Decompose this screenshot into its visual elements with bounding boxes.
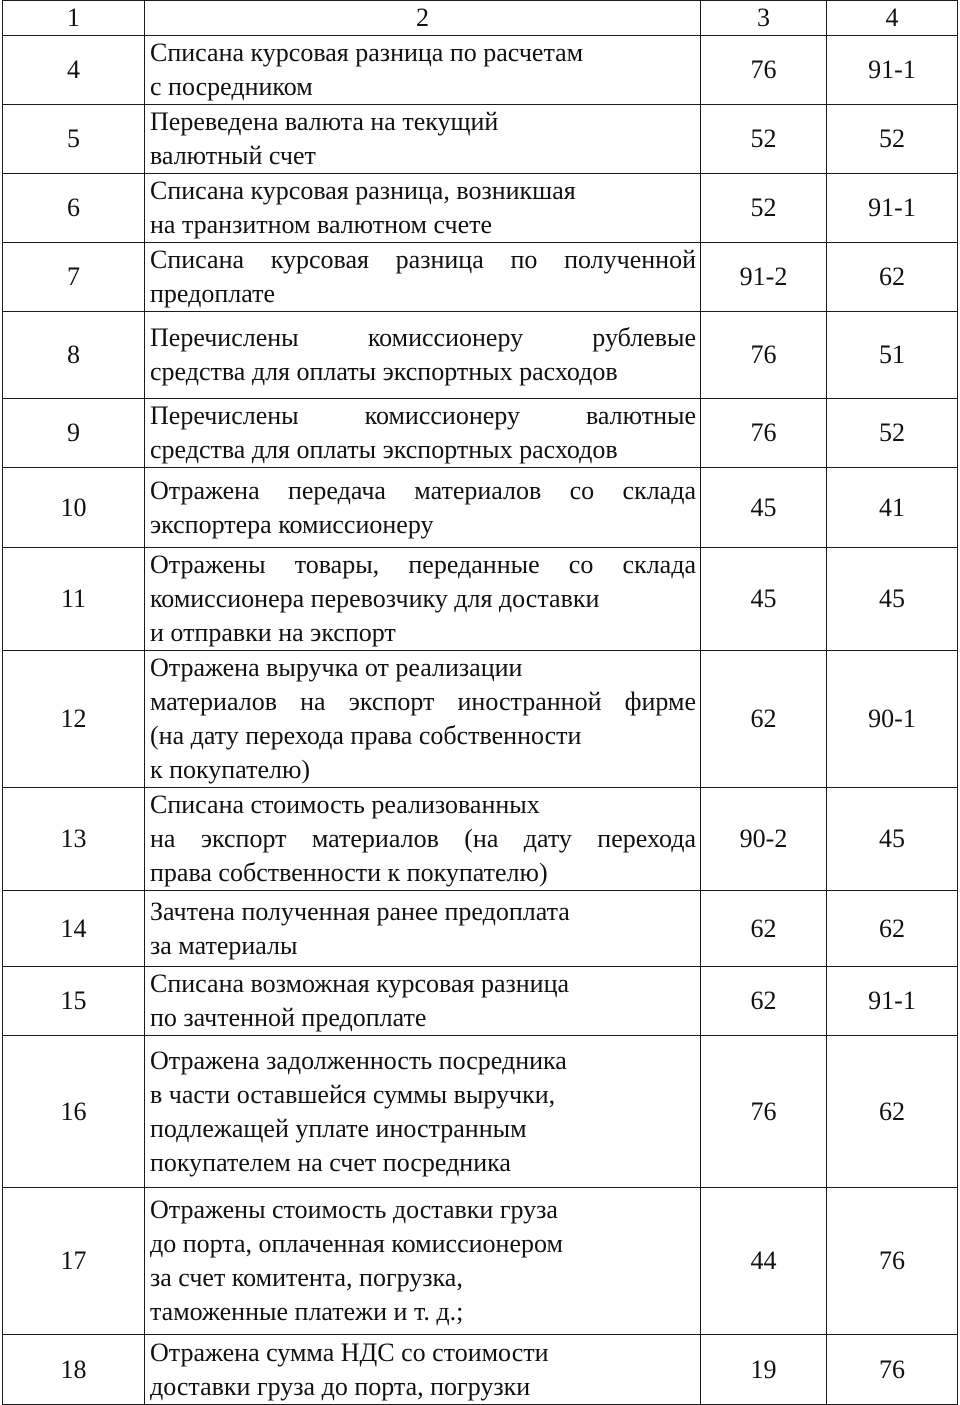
row-number: 12 [3,651,145,788]
debit-account: 76 [701,1036,827,1188]
row-number: 16 [3,1036,145,1188]
row-number: 10 [3,468,145,548]
debit-account: 44 [701,1188,827,1335]
description-line: до порта, оплаченная комиссионером [150,1229,563,1258]
credit-account: 76 [827,1335,958,1405]
table-row [3,36,958,105]
debit-account: 76 [701,399,827,468]
credit-account: 41 [827,468,958,548]
debit-account: 62 [701,891,827,967]
credit-account: 91-1 [827,967,958,1036]
table-row [3,1335,958,1405]
description-line: Отражена сумма НДС со стоимости [150,1337,549,1367]
description-line: по зачтенной предоплате [150,1003,427,1032]
header-col-2: 2 [145,1,701,36]
row-number: 17 [3,1188,145,1335]
credit-account: 62 [827,243,958,312]
table-row [3,651,958,788]
credit-account: 62 [827,1036,958,1188]
description-line: за материалы [150,930,298,960]
description-line: Зачтена полученная ранее предоплата [150,896,570,926]
debit-account: 45 [701,548,827,651]
debit-account: 76 [701,312,827,399]
accounting-entries-table [2,0,958,1405]
description-line: Списана курсовая разница по расчетам [150,38,584,67]
table-row [3,1036,958,1188]
table-row [3,468,958,548]
debit-account: 62 [701,967,827,1036]
table-row [3,891,958,967]
row-number: 6 [3,174,145,243]
description-line: Переведена валюта на текущий [150,107,499,136]
debit-account: 45 [701,468,827,548]
debit-account: 52 [701,105,827,174]
credit-account: 76 [827,1188,958,1335]
debit-account: 52 [701,174,827,243]
operation-description [145,399,701,468]
table-row [3,105,958,174]
description-line: средства для оплаты экспортных расходов [150,435,618,464]
operation-description [145,105,701,174]
row-number: 15 [3,967,145,1036]
debit-account: 91-2 [701,243,827,312]
row-number: 4 [3,36,145,105]
description-line: материалов на экспорт иностранной фирме [150,687,696,716]
credit-account: 45 [827,548,958,651]
operation-description [145,967,701,1036]
header-col-4: 4 [827,1,958,36]
debit-account: 62 [701,651,827,788]
description-line: экспортера комиссионеру [150,509,434,539]
operation-description [145,548,701,651]
row-number: 13 [3,788,145,891]
description-line: с посредником [150,72,313,101]
description-line: права собственности к покупателю) [150,858,548,887]
operation-description [145,36,701,105]
description-line: комиссионера перевозчику для доставки [150,584,600,613]
row-number: 11 [3,548,145,651]
description-line: на экспорт материалов (на дату перехода [150,824,696,853]
header-row [3,1,958,36]
description-line: средства для оплаты экспортных расходов [150,357,618,386]
description-line: в части оставшейся суммы выручки, [150,1079,556,1109]
credit-account: 51 [827,312,958,399]
operation-description [145,1188,701,1335]
row-number: 9 [3,399,145,468]
table-row [3,243,958,312]
row-number: 5 [3,105,145,174]
credit-account: 90-1 [827,651,958,788]
row-number: 18 [3,1335,145,1405]
description-line: Списана курсовая разница, возникшая [150,176,576,205]
description-line: Перечислены комиссионеру рублевые [150,323,696,352]
description-line: к покупателю) [150,755,311,784]
table-row [3,174,958,243]
row-number: 8 [3,312,145,399]
operation-description [145,788,701,891]
debit-account: 90-2 [701,788,827,891]
description-line: Списана возможная курсовая разница [150,969,570,998]
operation-description [145,243,701,312]
row-number: 14 [3,891,145,967]
operation-description [145,468,701,548]
description-line: покупателем на счет посредника [150,1147,511,1177]
description-line: Списана стоимость реализованных [150,790,540,819]
description-line: Отражены товары, переданные со склада [150,550,696,579]
table-body [3,1,958,1405]
header-col-1: 1 [3,1,145,36]
credit-account: 52 [827,399,958,468]
credit-account: 62 [827,891,958,967]
table-row [3,548,958,651]
description-line: (на дату перехода права собственности [150,721,582,750]
description-line: на транзитном валютном счете [150,210,493,239]
description-line: Отражены стоимость доставки груза [150,1195,558,1224]
description-line: Отражена передача материалов со склада [150,475,696,505]
debit-account: 76 [701,36,827,105]
table-row [3,1188,958,1335]
description-line: Списана курсовая разница по полученной [150,245,696,274]
table-row [3,967,958,1036]
description-line: за счет комитента, погрузка, [150,1263,463,1292]
table-row [3,312,958,399]
operation-description [145,1036,701,1188]
credit-account: 91-1 [827,174,958,243]
description-line: предоплате [150,279,275,308]
table-row [3,399,958,468]
debit-account: 19 [701,1335,827,1405]
operation-description [145,174,701,243]
description-line: валютный счет [150,141,316,170]
description-line: доставки груза до порта, погрузки [150,1371,531,1401]
description-line: подлежащей уплате иностранным [150,1113,527,1143]
description-line: Отражена выручка от реализации [150,653,523,682]
operation-description [145,651,701,788]
description-line: Перечислены комиссионеру валютные [150,401,696,430]
table-row [3,788,958,891]
operation-description [145,891,701,967]
header-col-3: 3 [701,1,827,36]
operation-description [145,1335,701,1405]
row-number: 7 [3,243,145,312]
description-line: таможенные платежи и т. д.; [150,1297,464,1326]
description-line: Отражена задолженность посредника [150,1045,567,1075]
credit-account: 45 [827,788,958,891]
credit-account: 91-1 [827,36,958,105]
operation-description [145,312,701,399]
description-line: и отправки на экспорт [150,618,396,647]
credit-account: 52 [827,105,958,174]
